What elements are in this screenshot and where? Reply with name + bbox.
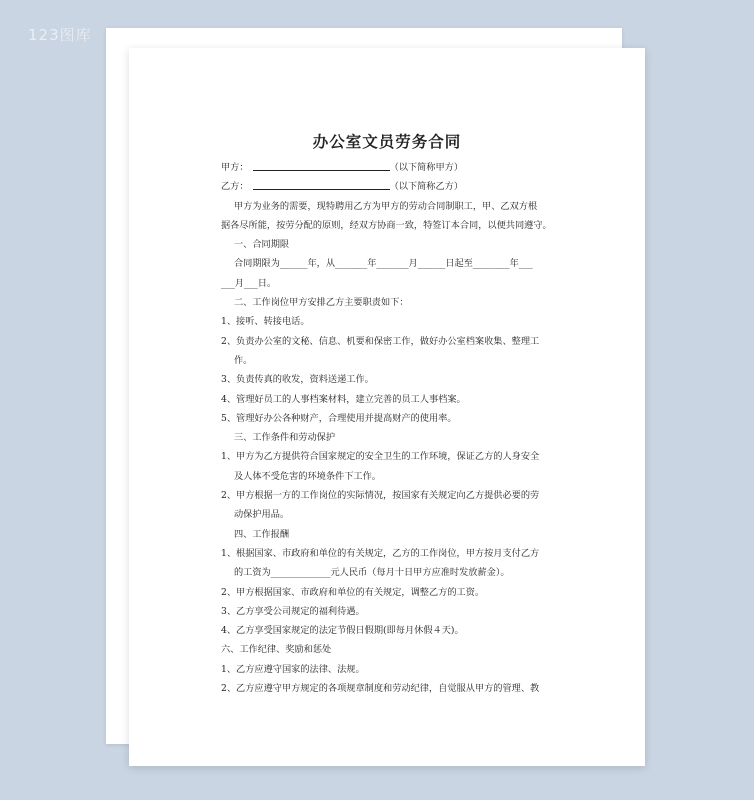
section-4-heading: 四、工作报酬 <box>234 528 290 540</box>
party-a-note: （以下简称甲方） <box>389 162 464 173</box>
party-b-note: （以下简称乙方） <box>389 181 464 193</box>
section-2-item-3: 3、负责传真的收发，资料送递工作。 <box>221 374 374 386</box>
section-4-item-4: 4、乙方享受国家规定的法定节假日假期(即每月休假４天)。 <box>221 625 464 637</box>
section-4-item-1b: 的工资为_____________元人民币（每月十日甲方应准时发放薪金）。 <box>234 567 510 579</box>
section-4-item-1a: 1、根据国家、市政府和单位的有关规定，乙方的工作岗位，甲方按月支付乙方 <box>221 547 540 559</box>
watermark-text: 123图库 <box>28 26 92 44</box>
section-6-item-1: 1、乙方应遵守国家的法律、法规。 <box>221 663 365 675</box>
section-6-item-2: 2、乙方应遵守甲方规定的各项规章制度和劳动纪律，自觉服从甲方的管理、教 <box>221 683 540 695</box>
party-b-line <box>221 177 553 196</box>
party-a-label: 甲方： <box>221 162 249 173</box>
section-3-item-2a: 2、甲方根据一方的工作岗位的实际情况，按国家有关规定向乙方提供必要的劳 <box>221 490 540 502</box>
section-2-item-1: 1、接听、转接电话。 <box>221 316 310 328</box>
intro-line-2: 据各尽所能，按劳分配的原则，经双方协商一致，特签订本合同，以便共同遵守。 <box>221 219 552 231</box>
section-2-item-2a: 2、负责办公室的文秘、信息、机要和保密工作，做好办公室档案收集、整理工 <box>221 335 540 347</box>
section-2-item-4: 4、管理好员工的人事档案材料，建立完善的员工人事档案。 <box>221 393 466 405</box>
document-page <box>129 48 645 766</box>
section-2-item-5: 5、管理好办公各种财产，合理使用并提高财产的使用率。 <box>221 412 457 424</box>
party-a-blank <box>253 160 390 171</box>
section-3-heading: 三、工作条件和劳动保护 <box>234 432 336 444</box>
section-2-item-2b: 作。 <box>234 354 253 366</box>
party-b-label: 乙方： <box>221 181 249 193</box>
section-3-item-1b: 及人体不受危害的环境条件下工作。 <box>234 470 381 482</box>
party-b-blank <box>253 179 390 190</box>
party-a-line <box>221 158 553 177</box>
document-content <box>221 132 553 698</box>
section-6-heading: 六、工作纪律、奖励和惩处 <box>221 644 332 656</box>
section-1-line-1: 合同期限为______年，从_______年_______月______日起至________年___ <box>234 258 533 270</box>
section-1-line-2: ___月___日。 <box>221 277 277 289</box>
section-3-item-2b: 动保护用品。 <box>234 509 290 521</box>
section-4-item-3: 3、乙方享受公司规定的福利待遇。 <box>221 605 365 617</box>
section-1-heading: 一、合同期限 <box>234 239 290 251</box>
section-2-heading: 二、工作岗位甲方安排乙方主要职责如下： <box>234 297 409 309</box>
intro-line-1: 甲方为业务的需要，现特聘用乙方为甲方的劳动合同制职工，甲、乙双方根 <box>234 200 538 212</box>
document-title: 办公室文员劳务合同 <box>312 132 462 151</box>
section-3-item-1a: 1、甲方为乙方提供符合国家规定的安全卫生的工作环境，保证乙方的人身安全 <box>221 451 540 463</box>
section-4-item-2: 2、甲方根据国家、市政府和单位的有关规定，调整乙方的工资。 <box>221 586 485 598</box>
